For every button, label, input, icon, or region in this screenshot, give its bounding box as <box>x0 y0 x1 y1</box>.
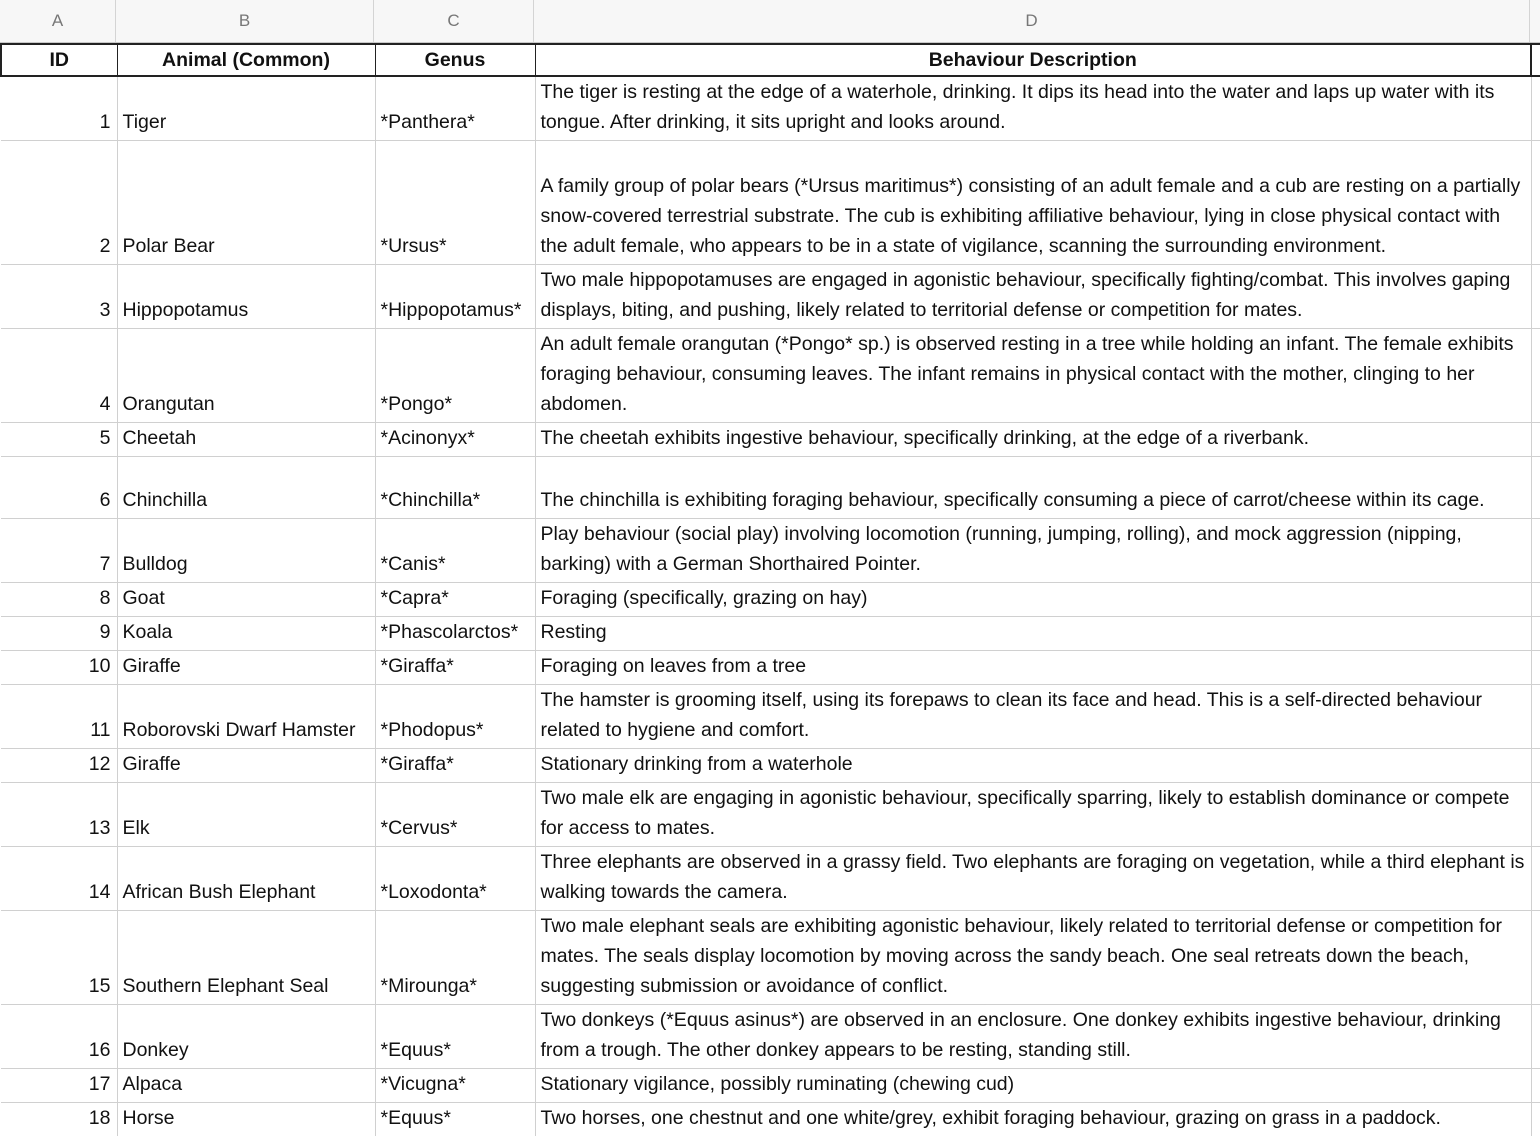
cell-id[interactable]: 8 <box>1 583 117 617</box>
cell-behaviour[interactable]: Play behaviour (social play) involving locomotion (running, jumping, rolling), and mock aggression (nipping, barking) with a German Shorthaired Pointer. <box>535 519 1531 583</box>
cell-behaviour[interactable]: Two male hippopotamuses are engaged in agonistic behaviour, specifically fighting/combat. This involves gaping displays, biting, and pushing, likely related to territorial defense or competition for mates. <box>535 265 1531 329</box>
cell-id[interactable]: 6 <box>1 457 117 519</box>
table-row <box>1 583 1540 617</box>
cell-behaviour[interactable]: Two male elk are engaging in agonistic behaviour, specifically sparring, likely to establish dominance or compete for access to mates. <box>535 783 1531 847</box>
cell-id[interactable]: 3 <box>1 265 117 329</box>
row-spacer <box>1531 1103 1540 1136</box>
table-row <box>1 1005 1540 1069</box>
cell-genus[interactable]: *Acinonyx* <box>375 423 535 457</box>
cell-animal[interactable]: Polar Bear <box>117 141 375 265</box>
cell-behaviour[interactable]: Foraging (specifically, grazing on hay) <box>535 583 1531 617</box>
cell-behaviour[interactable]: Stationary drinking from a waterhole <box>535 749 1531 783</box>
table-row <box>1 1103 1540 1136</box>
cell-behaviour[interactable]: The cheetah exhibits ingestive behaviour, specifically drinking, at the edge of a riverbank. <box>535 423 1531 457</box>
header-cell-animal[interactable]: Animal (Common) <box>117 44 375 76</box>
cell-animal[interactable]: Cheetah <box>117 423 375 457</box>
row-spacer <box>1531 911 1540 1005</box>
cell-behaviour[interactable]: Two male elephant seals are exhibiting agonistic behaviour, likely related to territorial defense or competition for mates. The seals display locomotion by moving across the sandy beach. One seal retreats down the beach, suggesting submission or avoidance of conflict. <box>535 911 1531 1005</box>
row-spacer <box>1531 519 1540 583</box>
cell-behaviour[interactable]: The hamster is grooming itself, using its forepaws to clean its face and head. This is a self-directed behaviour related to hygiene and comfort. <box>535 685 1531 749</box>
column-header-b[interactable]: B <box>116 0 374 42</box>
cell-id[interactable]: 4 <box>1 329 117 423</box>
column-header-overflow <box>1530 0 1540 42</box>
column-header-a[interactable]: A <box>0 0 116 42</box>
cell-id[interactable]: 17 <box>1 1069 117 1103</box>
cell-genus[interactable]: *Capra* <box>375 583 535 617</box>
cell-behaviour[interactable]: Resting <box>535 617 1531 651</box>
table-row <box>1 519 1540 583</box>
cell-genus[interactable]: *Hippopotamus* <box>375 265 535 329</box>
row-spacer <box>1531 141 1540 265</box>
cell-id[interactable]: 12 <box>1 749 117 783</box>
cell-animal[interactable]: Hippopotamus <box>117 265 375 329</box>
row-spacer <box>1531 457 1540 519</box>
cell-behaviour[interactable]: Two horses, one chestnut and one white/grey, exhibit foraging behaviour, grazing on grass in a paddock. <box>535 1103 1531 1136</box>
table-row <box>1 847 1540 911</box>
cell-genus[interactable]: *Canis* <box>375 519 535 583</box>
cell-animal[interactable]: Tiger <box>117 76 375 141</box>
table-row <box>1 141 1540 265</box>
row-spacer <box>1531 76 1540 141</box>
table-row <box>1 329 1540 423</box>
cell-genus[interactable]: *Chinchilla* <box>375 457 535 519</box>
cell-genus[interactable]: *Giraffa* <box>375 651 535 685</box>
cell-id[interactable]: 5 <box>1 423 117 457</box>
cell-genus[interactable]: *Cervus* <box>375 783 535 847</box>
cell-behaviour[interactable]: Three elephants are observed in a grassy field. Two elephants are foraging on vegetation, while a third elephant is walking towards the camera. <box>535 847 1531 911</box>
table-row <box>1 423 1540 457</box>
cell-genus[interactable]: *Vicugna* <box>375 1069 535 1103</box>
cell-genus[interactable]: *Giraffa* <box>375 749 535 783</box>
cell-animal[interactable]: Southern Elephant Seal <box>117 911 375 1005</box>
cell-animal[interactable]: Giraffe <box>117 651 375 685</box>
row-spacer <box>1531 685 1540 749</box>
table-row <box>1 457 1540 519</box>
cell-genus[interactable]: *Equus* <box>375 1005 535 1069</box>
header-cell-behaviour[interactable]: Behaviour Description <box>535 44 1531 76</box>
header-row <box>1 44 1540 76</box>
row-spacer <box>1531 749 1540 783</box>
cell-behaviour[interactable]: Stationary vigilance, possibly ruminating (chewing cud) <box>535 1069 1531 1103</box>
cell-id[interactable]: 14 <box>1 847 117 911</box>
cell-animal[interactable]: African Bush Elephant <box>117 847 375 911</box>
cell-animal[interactable]: Bulldog <box>117 519 375 583</box>
cell-id[interactable]: 7 <box>1 519 117 583</box>
cell-animal[interactable]: Roborovski Dwarf Hamster <box>117 685 375 749</box>
cell-animal[interactable]: Horse <box>117 1103 375 1136</box>
cell-animal[interactable]: Koala <box>117 617 375 651</box>
cell-behaviour[interactable]: Foraging on leaves from a tree <box>535 651 1531 685</box>
cell-id[interactable]: 16 <box>1 1005 117 1069</box>
cell-animal[interactable]: Orangutan <box>117 329 375 423</box>
cell-id[interactable]: 10 <box>1 651 117 685</box>
cell-animal[interactable]: Elk <box>117 783 375 847</box>
cell-genus[interactable]: *Loxodonta* <box>375 847 535 911</box>
row-spacer <box>1531 1005 1540 1069</box>
cell-genus[interactable]: *Phascolarctos* <box>375 617 535 651</box>
data-grid <box>0 43 1540 1136</box>
table-row <box>1 1069 1540 1103</box>
cell-id[interactable]: 1 <box>1 76 117 141</box>
row-spacer <box>1531 423 1540 457</box>
table-row <box>1 685 1540 749</box>
table-row <box>1 76 1540 141</box>
cell-id[interactable]: 11 <box>1 685 117 749</box>
cell-id[interactable]: 13 <box>1 783 117 847</box>
table-row <box>1 651 1540 685</box>
cell-behaviour[interactable]: The tiger is resting at the edge of a waterhole, drinking. It dips its head into the water and laps up water with its tongue. After drinking, it sits upright and looks around. <box>535 76 1531 141</box>
row-spacer <box>1531 1069 1540 1103</box>
cell-id[interactable]: 18 <box>1 1103 117 1136</box>
table-row <box>1 911 1540 1005</box>
table-row <box>1 265 1540 329</box>
table-row <box>1 783 1540 847</box>
cell-id[interactable]: 15 <box>1 911 117 1005</box>
row-spacer <box>1531 651 1540 685</box>
table-row <box>1 617 1540 651</box>
cell-genus[interactable]: *Equus* <box>375 1103 535 1136</box>
cell-genus[interactable]: *Mirounga* <box>375 911 535 1005</box>
cell-behaviour[interactable]: The chinchilla is exhibiting foraging behaviour, specifically consuming a piece of carrot/cheese within its cage. <box>535 457 1531 519</box>
column-header-bar <box>0 0 1540 43</box>
cell-animal[interactable]: Alpaca <box>117 1069 375 1103</box>
cell-genus[interactable]: *Ursus* <box>375 141 535 265</box>
cell-behaviour[interactable]: An adult female orangutan (*Pongo* sp.) is observed resting in a tree while holding an infant. The female exhibits foraging behaviour, consuming leaves. The infant remains in physical contact with the mother, clinging to her abdomen. <box>535 329 1531 423</box>
cell-id[interactable]: 9 <box>1 617 117 651</box>
cell-animal[interactable]: Giraffe <box>117 749 375 783</box>
column-header-c[interactable]: C <box>374 0 534 42</box>
row-spacer <box>1531 847 1540 911</box>
row-spacer <box>1531 329 1540 423</box>
cell-animal[interactable]: Chinchilla <box>117 457 375 519</box>
header-spacer <box>1531 44 1540 76</box>
cell-genus[interactable]: *Pongo* <box>375 329 535 423</box>
row-spacer <box>1531 265 1540 329</box>
row-spacer <box>1531 783 1540 847</box>
cell-behaviour[interactable]: Two donkeys (*Equus asinus*) are observed in an enclosure. One donkey exhibits ingestive behaviour, drinking from a trough. The other donkey appears to be resting, standing still. <box>535 1005 1531 1069</box>
cell-animal[interactable]: Donkey <box>117 1005 375 1069</box>
cell-genus[interactable]: *Panthera* <box>375 76 535 141</box>
cell-behaviour[interactable]: A family group of polar bears (*Ursus maritimus*) consisting of an adult female and a cub are resting on a partially snow-covered terrestrial substrate. The cub is exhibiting affiliative behaviour, lying in close physical contact with the adult female, who appears to be in a state of vigilance, scanning the surrounding environment. <box>535 141 1531 265</box>
cell-animal[interactable]: Goat <box>117 583 375 617</box>
header-cell-genus[interactable]: Genus <box>375 44 535 76</box>
header-cell-id[interactable]: ID <box>1 44 117 76</box>
table-row <box>1 749 1540 783</box>
row-spacer <box>1531 617 1540 651</box>
cell-genus[interactable]: *Phodopus* <box>375 685 535 749</box>
column-header-d[interactable]: D <box>534 0 1530 42</box>
cell-id[interactable]: 2 <box>1 141 117 265</box>
row-spacer <box>1531 583 1540 617</box>
